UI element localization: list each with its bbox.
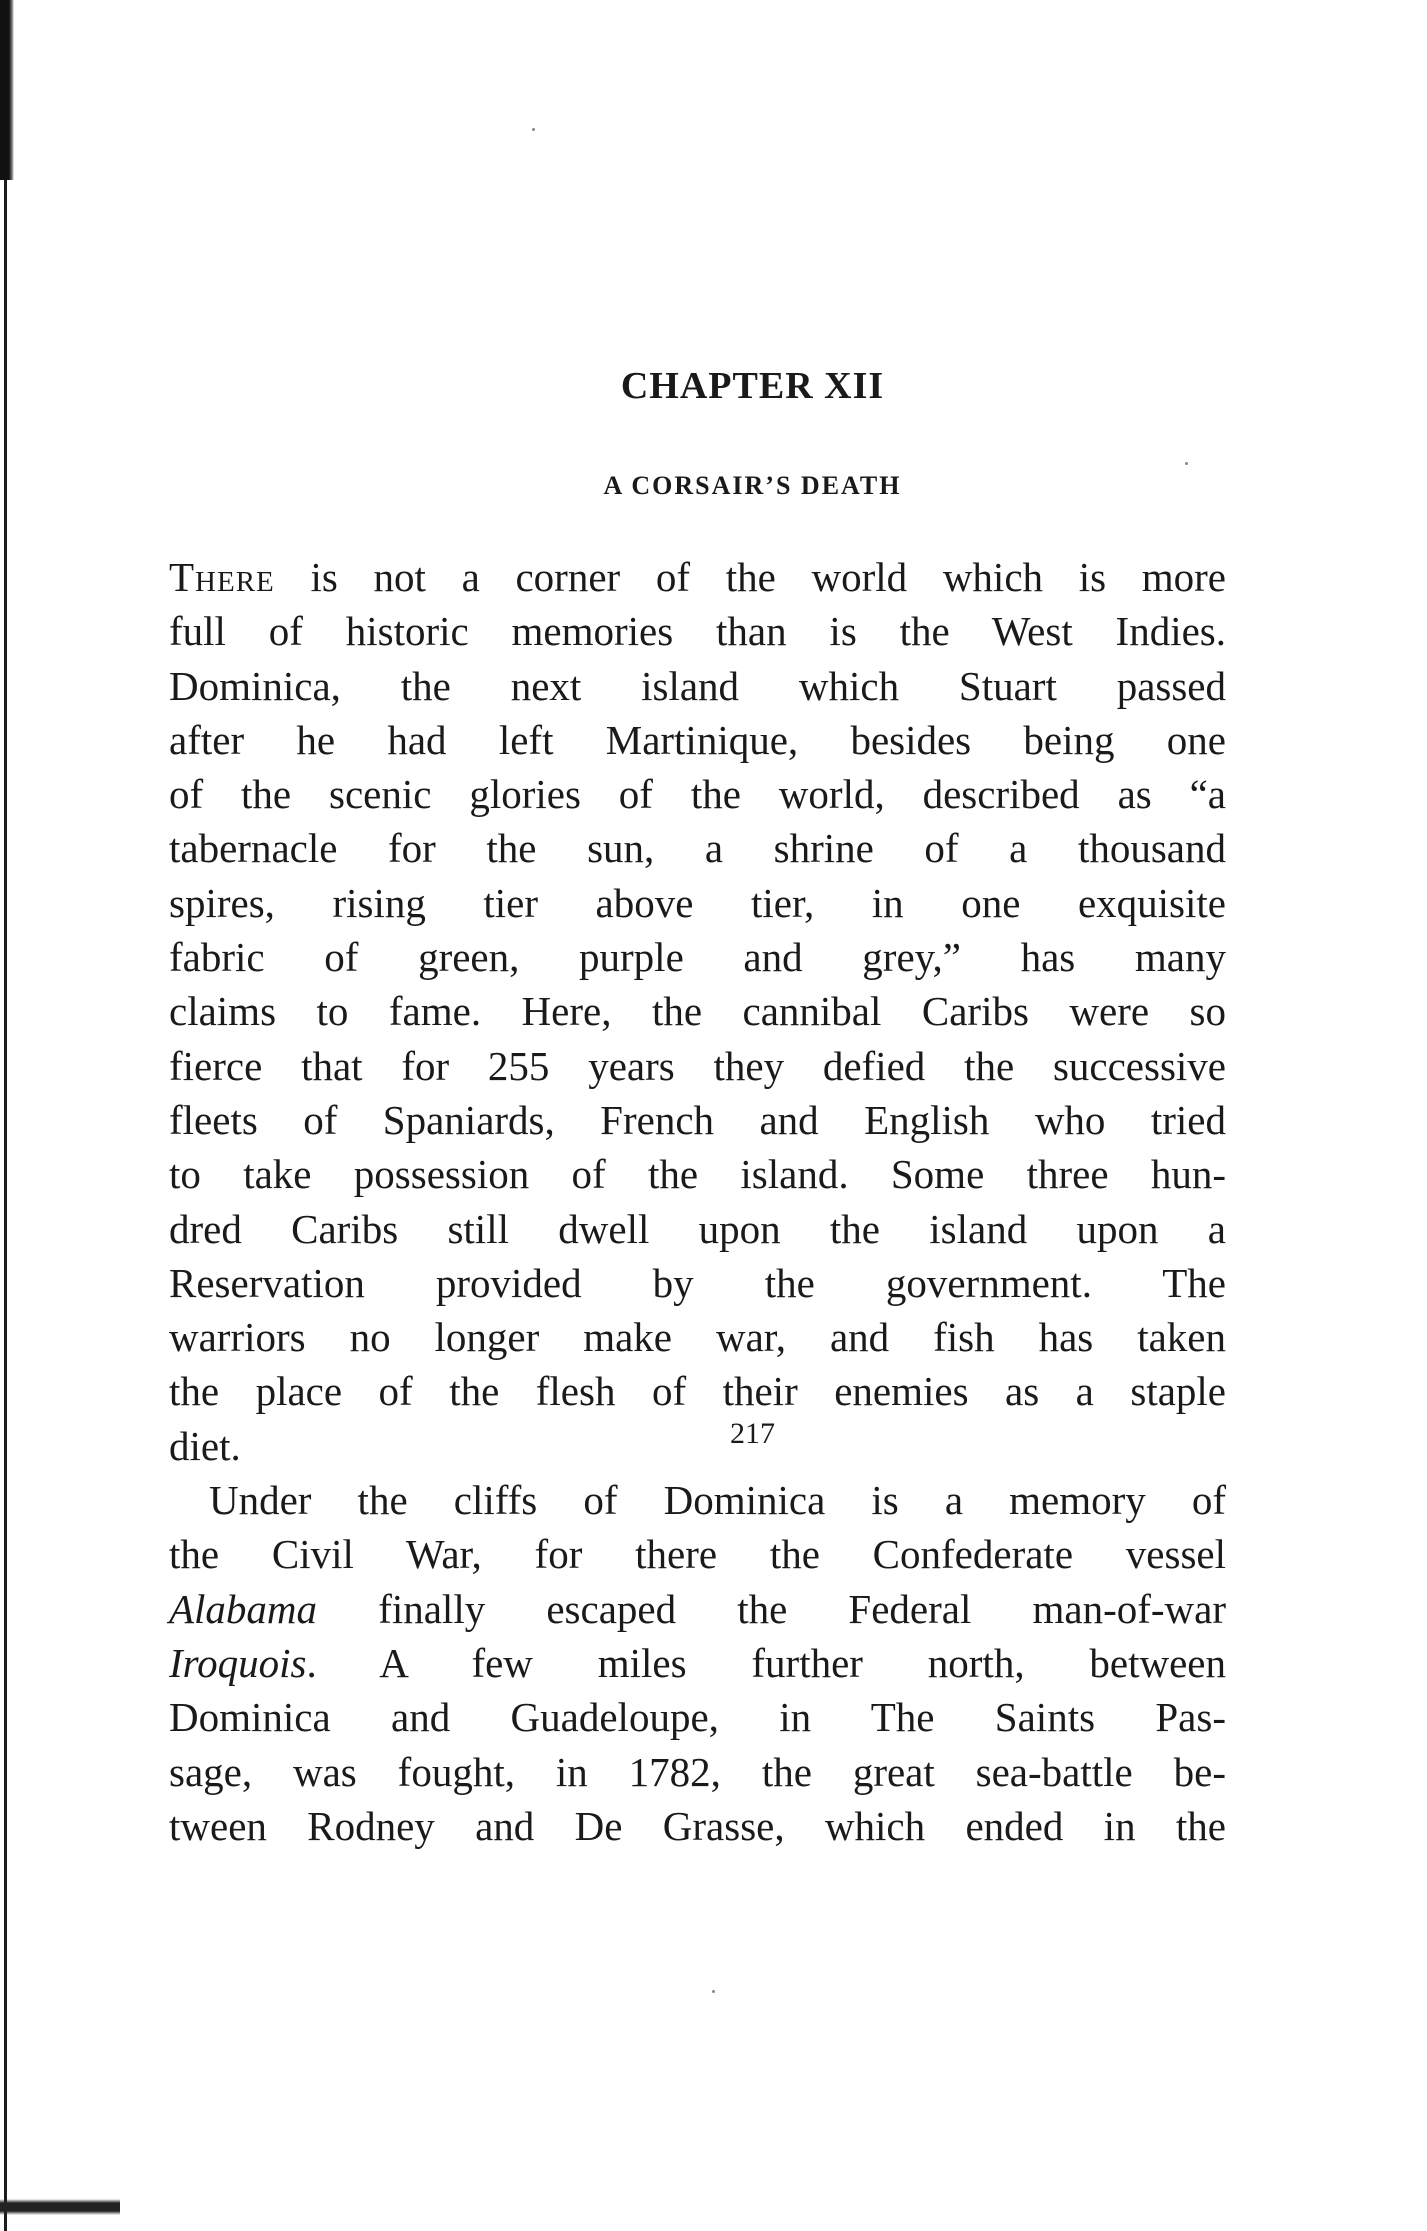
binding-shadow-top	[0, 0, 14, 180]
ship-name: Iroquois	[169, 1639, 307, 1686]
text-line-segment: . A few miles further north, between	[306, 1639, 1226, 1686]
text-line-segment: is not a corner of the world which is more	[274, 554, 1226, 600]
text-line: sage, was fought, in 1782, the great sea-battle be-	[169, 1748, 1226, 1795]
text-line: fleets of Spaniards, French and English who tried	[169, 1096, 1226, 1143]
binding-shadow-bottom	[0, 2165, 120, 2231]
text-line: to take possession of the island. Some three hun-	[169, 1151, 1226, 1198]
text-line: of the scenic glories of the world, described as “a	[169, 771, 1226, 818]
chapter-subtitle: A CORSAIR’S DEATH	[603, 471, 902, 500]
text-line: the Civil War, for there the Confederate vessel	[169, 1531, 1226, 1578]
chapter-title: CHAPTER XII	[620, 365, 885, 407]
text-line: after he had left Martinique, besides being one	[169, 716, 1226, 763]
text-line: Dominica and Guadeloupe, in The Saints Pas-	[169, 1694, 1226, 1741]
text-line: diet.	[169, 1422, 241, 1469]
text-line: tabernacle for the sun, a shrine of a thousand	[169, 825, 1226, 872]
text-line: warriors no longer make war, and fish has taken	[169, 1314, 1226, 1361]
body-text	[169, 550, 1226, 1853]
lead-word: There	[169, 554, 275, 600]
text-line: fierce that for 255 years they defied the successive	[169, 1042, 1226, 1089]
text-line: tween Rodney and De Grasse, which ended in the	[169, 1802, 1226, 1849]
text-line: Under the cliffs of Dominica is a memory of	[209, 1477, 1226, 1524]
text-line: Dominica, the next island which Stuart passed	[169, 662, 1226, 709]
binding-edge	[4, 0, 7, 2231]
ship-name: Alabama	[169, 1585, 318, 1632]
text-line	[169, 550, 1226, 604]
text-line-segment: finally escaped the Federal man-of-war	[378, 1585, 1227, 1632]
text-line: Reservation provided by the government. The	[169, 1259, 1226, 1306]
text-line	[169, 1636, 1226, 1690]
text-line: spires, rising tier above tier, in one exquisite	[169, 879, 1226, 926]
page-number: 217	[730, 1417, 775, 1450]
text-line: claims to fame. Here, the cannibal Caribs were so	[169, 988, 1226, 1035]
text-line: fabric of green, purple and grey,” has many	[169, 934, 1226, 981]
text-line: dred Caribs still dwell upon the island upon a	[169, 1205, 1226, 1252]
text-line: full of historic memories than is the West Indies.	[169, 608, 1226, 655]
scan-speck	[532, 128, 535, 131]
text-line	[169, 1582, 1226, 1636]
scan-speck	[712, 1990, 715, 1993]
book-page	[169, 360, 1226, 1853]
text-line: the place of the flesh of their enemies as a staple	[169, 1368, 1226, 1415]
